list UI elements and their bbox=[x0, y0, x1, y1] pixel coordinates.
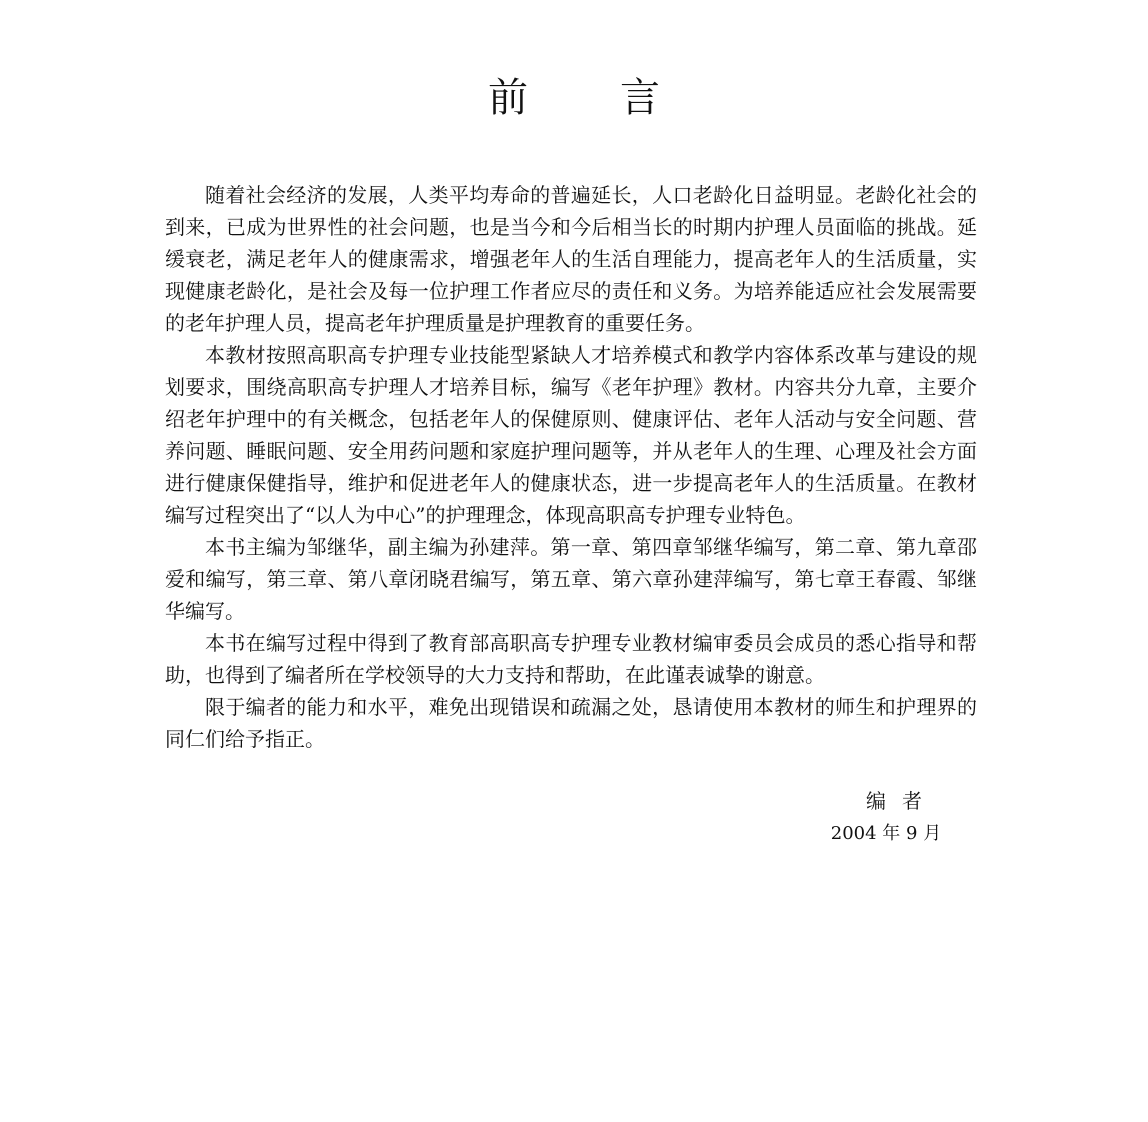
paragraph-5: 限于编者的能力和水平，难免出现错误和疏漏之处，恳请使用本教材的师生和护理界的同仁们给予指正。 bbox=[165, 695, 977, 751]
paragraph-4: 本书在编写过程中得到了教育部高职高专护理专业教材编审委员会成员的悉心指导和帮助，也得到了编者所在学校领导的大力支持和帮助，在此谨表诚挚的谢意。 bbox=[165, 631, 977, 687]
paragraph-1: 随着社会经济的发展，人类平均寿命的普遍延长，人口老龄化日益明显。老龄化社会的到来，已成为世界性的社会问题，也是当今和今后相当长的时期内护理人员面临的挑战。延缓衰老，满足老年人的健康需求，增强老年人的生活自理能力，提高老年人的生活质量，实现健康老龄化，是社会及每一位护理工作者应尽的责任和义务。为培养能适应社会发展需要的老年护理人员，提高老年护理质量是护理教育的重要任务。 bbox=[165, 183, 977, 335]
paragraph-2: 本教材按照高职高专护理专业技能型紧缺人才培养模式和教学内容体系改革与建设的规划要求，围绕高职高专护理人才培养目标，编写《老年护理》教材。内容共分九章，主要介绍老年护理中的有关概念，包括老年人的保健原则、健康评估、老年人活动与安全问题、营养问题、睡眠问题、安全用药问题和家庭护理问题等，并从老年人的生理、心理及社会方面进行健康保健指导，维护和促进老年人的健康状态，进一步提高老年人的生活质量。在教材编写过程突出了“以人为中心”的护理理念，体现高职高专护理专业特色。 bbox=[165, 343, 977, 527]
preface-body bbox=[165, 179, 977, 755]
signature-date: 2004 年 9 月 bbox=[830, 823, 942, 844]
paragraph-3: 本书主编为邹继华，副主编为孙建萍。第一章、第四章邹继华编写，第二章、第九章邵爱和编写，第三章、第八章闭晓君编写，第五章、第六章孙建萍编写，第七章王春霞、邹继华编写。 bbox=[165, 535, 977, 623]
title-char-1: 前 bbox=[488, 75, 528, 121]
title-char-2: 言 bbox=[620, 75, 660, 121]
signature-author: 编者 bbox=[866, 789, 938, 813]
page-title bbox=[0, 68, 1148, 128]
